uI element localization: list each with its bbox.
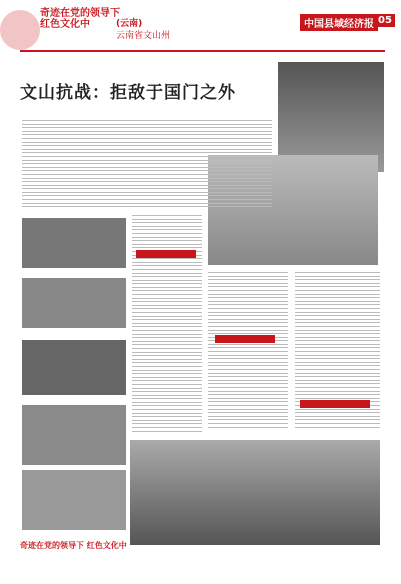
- text-line: [132, 337, 202, 338]
- text-line: [295, 362, 380, 363]
- text-line: [208, 308, 288, 309]
- photo-troops-3: [22, 340, 126, 395]
- text-line: [208, 398, 288, 399]
- text-line: [132, 330, 202, 331]
- photo-troops-4: [22, 405, 126, 465]
- text-line: [22, 206, 272, 207]
- text-line: [132, 398, 202, 399]
- text-line: [132, 413, 202, 414]
- text-line: [208, 297, 288, 298]
- text-line: [132, 409, 202, 410]
- slogan-line-2: 红色文化中: [40, 19, 90, 30]
- text-line: [132, 323, 202, 324]
- text-line: [208, 427, 288, 428]
- text-line: [132, 287, 202, 288]
- text-line: [22, 188, 272, 189]
- text-line: [22, 127, 272, 128]
- text-line: [132, 215, 202, 216]
- text-line: [295, 290, 380, 291]
- text-line: [295, 358, 380, 359]
- text-line: [295, 423, 380, 424]
- column-3-text: [295, 272, 380, 432]
- text-line: [208, 330, 288, 331]
- text-line: [208, 290, 288, 291]
- text-line: [132, 276, 202, 277]
- text-line: [208, 362, 288, 363]
- text-line: [208, 283, 288, 284]
- text-line: [295, 409, 380, 410]
- text-line: [132, 273, 202, 274]
- text-line: [208, 394, 288, 395]
- text-line: [132, 305, 202, 306]
- text-line: [132, 294, 202, 295]
- text-line: [132, 269, 202, 270]
- text-line: [208, 380, 288, 381]
- text-line: [22, 181, 272, 182]
- text-line: [22, 120, 272, 121]
- text-line: [132, 262, 202, 263]
- text-line: [208, 358, 288, 359]
- text-line: [295, 376, 380, 377]
- masthead-emblem: [0, 10, 40, 50]
- text-line: [208, 286, 288, 287]
- paper-name: 中国县域经济报: [300, 14, 378, 31]
- text-line: [22, 174, 272, 175]
- text-line: [295, 312, 380, 313]
- text-line: [208, 344, 288, 345]
- text-line: [132, 240, 202, 241]
- column-region: 云南省文山州: [116, 31, 171, 41]
- text-line: [22, 152, 272, 153]
- text-line: [132, 326, 202, 327]
- text-line: [208, 387, 288, 388]
- text-line: [132, 344, 202, 345]
- text-line: [132, 219, 202, 220]
- text-line: [208, 276, 288, 277]
- text-line: [22, 195, 272, 196]
- text-line: [208, 373, 288, 374]
- page-number: 05: [375, 14, 395, 27]
- text-line: [208, 355, 288, 356]
- text-line: [295, 330, 380, 331]
- text-line: [132, 233, 202, 234]
- text-line: [132, 301, 202, 302]
- text-line: [132, 420, 202, 421]
- text-line: [208, 294, 288, 295]
- text-line: [295, 394, 380, 395]
- text-line: [295, 319, 380, 320]
- text-line: [22, 149, 272, 150]
- photo-troops-2: [22, 278, 126, 328]
- text-line: [295, 283, 380, 284]
- text-line: [22, 170, 272, 171]
- masthead-slogan: [40, 8, 120, 30]
- footer-slogan: 奇迹在党的领导下 红色文化中: [20, 540, 127, 550]
- text-line: [295, 301, 380, 302]
- intro-text: [22, 120, 272, 210]
- text-line: [295, 373, 380, 374]
- text-line: [208, 279, 288, 280]
- text-line: [22, 199, 272, 200]
- text-line: [132, 380, 202, 381]
- text-line: [295, 427, 380, 428]
- text-line: [22, 185, 272, 186]
- text-line: [295, 333, 380, 334]
- photo-marching: [130, 440, 380, 545]
- text-line: [208, 423, 288, 424]
- text-line: [295, 351, 380, 352]
- text-line: [295, 304, 380, 305]
- text-line: [22, 124, 272, 125]
- text-line: [295, 391, 380, 392]
- text-line: [295, 380, 380, 381]
- text-line: [208, 419, 288, 420]
- text-line: [208, 319, 288, 320]
- text-line: [132, 341, 202, 342]
- column-name: (云南): [116, 19, 143, 29]
- text-line: [22, 142, 272, 143]
- text-line: [132, 308, 202, 309]
- text-line: [132, 229, 202, 230]
- text-line: [132, 359, 202, 360]
- text-line: [22, 134, 272, 135]
- text-line: [132, 373, 202, 374]
- text-line: [132, 402, 202, 403]
- text-line: [295, 337, 380, 338]
- text-line: [132, 423, 202, 424]
- text-line: [295, 315, 380, 316]
- text-line: [132, 334, 202, 335]
- text-line: [295, 322, 380, 323]
- text-line: [132, 370, 202, 371]
- text-line: [132, 298, 202, 299]
- headline: 文山抗战：拒敌于国门之外: [20, 83, 236, 103]
- text-line: [22, 145, 272, 146]
- subhead-2: [215, 335, 275, 343]
- text-line: [208, 376, 288, 377]
- text-line: [295, 416, 380, 417]
- header-rule: [20, 50, 385, 52]
- text-line: [295, 297, 380, 298]
- text-line: [208, 272, 288, 273]
- text-line: [295, 344, 380, 345]
- text-line: [295, 340, 380, 341]
- text-line: [132, 244, 202, 245]
- text-line: [295, 398, 380, 399]
- text-line: [295, 355, 380, 356]
- text-line: [208, 416, 288, 417]
- text-line: [22, 167, 272, 168]
- text-line: [132, 377, 202, 378]
- text-line: [132, 280, 202, 281]
- text-line: [208, 369, 288, 370]
- text-line: [208, 304, 288, 305]
- text-line: [22, 203, 272, 204]
- text-line: [208, 409, 288, 410]
- text-line: [132, 283, 202, 284]
- text-line: [22, 160, 272, 161]
- text-line: [22, 138, 272, 139]
- text-line: [208, 347, 288, 348]
- text-line: [208, 322, 288, 323]
- text-line: [208, 315, 288, 316]
- text-line: [132, 391, 202, 392]
- text-line: [132, 247, 202, 248]
- text-line: [132, 265, 202, 266]
- text-line: [132, 366, 202, 367]
- text-line: [208, 401, 288, 402]
- text-line: [295, 326, 380, 327]
- text-line: [208, 301, 288, 302]
- text-line: [132, 384, 202, 385]
- text-line: [132, 258, 202, 259]
- text-line: [295, 387, 380, 388]
- text-line: [295, 286, 380, 287]
- text-line: [295, 276, 380, 277]
- text-line: [132, 312, 202, 313]
- text-line: [132, 290, 202, 291]
- subhead-1: [136, 250, 196, 258]
- text-line: [295, 383, 380, 384]
- photo-troops-5: [22, 470, 126, 530]
- text-line: [132, 319, 202, 320]
- text-line: [208, 412, 288, 413]
- text-line: [208, 405, 288, 406]
- text-line: [22, 156, 272, 157]
- text-line: [132, 416, 202, 417]
- slogan-line-1: 奇迹在党的领导下: [40, 8, 120, 19]
- text-line: [22, 163, 272, 164]
- text-line: [295, 365, 380, 366]
- text-line: [22, 131, 272, 132]
- text-line: [132, 226, 202, 227]
- text-line: [132, 316, 202, 317]
- text-line: [132, 237, 202, 238]
- text-line: [132, 362, 202, 363]
- text-line: [132, 352, 202, 353]
- text-line: [295, 412, 380, 413]
- text-line: [295, 347, 380, 348]
- text-line: [208, 391, 288, 392]
- column-2-text: [208, 272, 288, 432]
- text-line: [295, 294, 380, 295]
- text-line: [208, 333, 288, 334]
- text-line: [208, 312, 288, 313]
- column-1-text: [132, 215, 202, 435]
- text-line: [295, 272, 380, 273]
- text-line: [295, 369, 380, 370]
- text-line: [132, 222, 202, 223]
- text-line: [22, 178, 272, 179]
- subhead-3: [300, 400, 370, 408]
- text-line: [132, 405, 202, 406]
- text-line: [132, 431, 202, 432]
- text-line: [132, 355, 202, 356]
- text-line: [132, 427, 202, 428]
- text-line: [295, 308, 380, 309]
- text-line: [295, 419, 380, 420]
- text-line: [295, 279, 380, 280]
- text-line: [208, 383, 288, 384]
- text-line: [22, 192, 272, 193]
- photo-troops-1: [22, 218, 126, 268]
- text-line: [208, 365, 288, 366]
- text-line: [208, 351, 288, 352]
- text-line: [208, 326, 288, 327]
- text-line: [132, 388, 202, 389]
- text-line: [132, 395, 202, 396]
- text-line: [132, 348, 202, 349]
